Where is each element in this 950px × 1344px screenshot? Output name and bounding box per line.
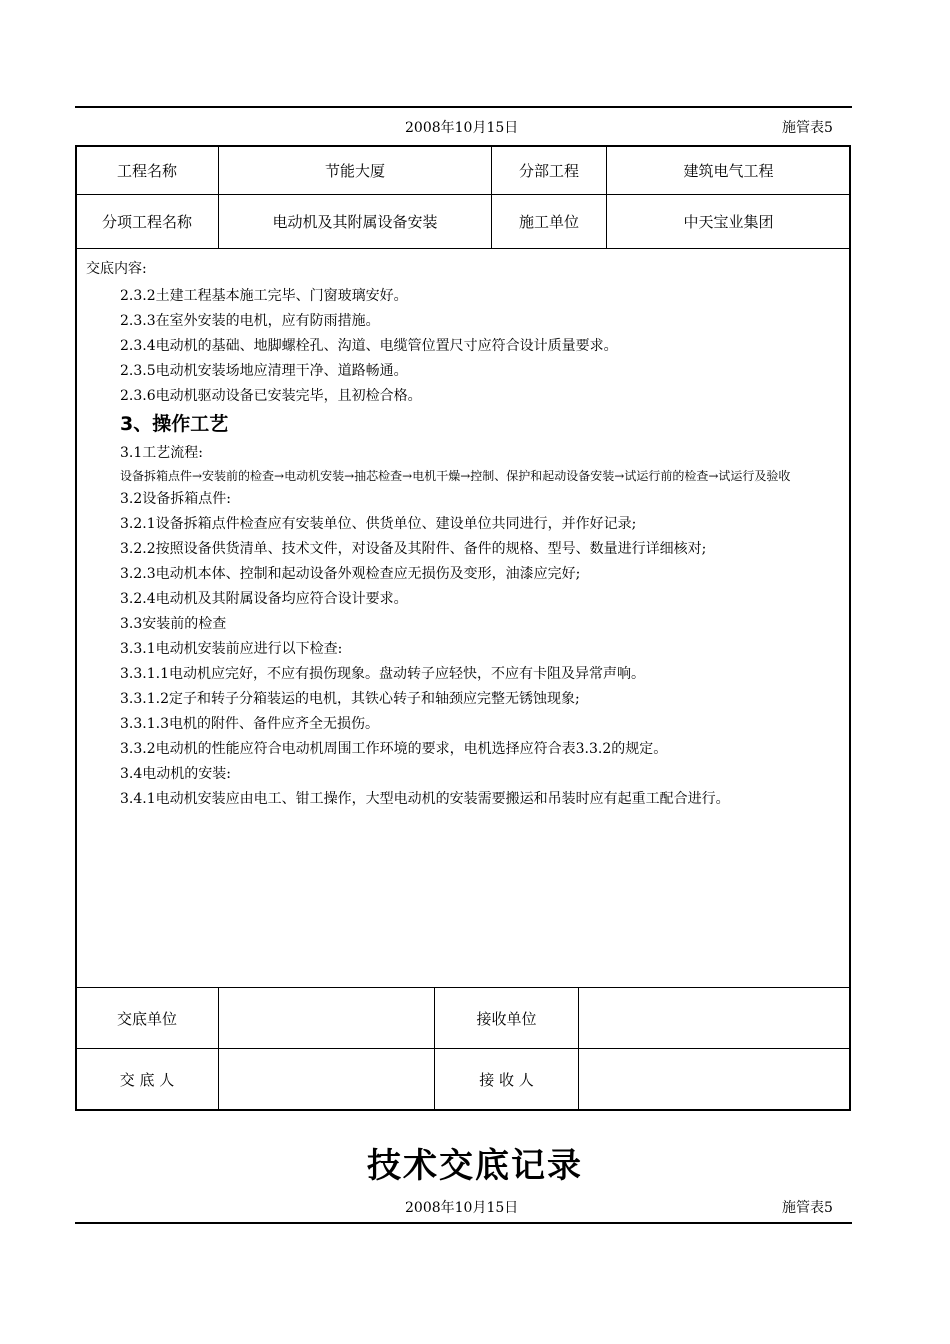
document-title: 技术交底记录 [367, 1146, 583, 1186]
briefing-content [84, 258, 849, 812]
footer-date: 2008年10月15日 [405, 1200, 519, 1216]
bottom-rule [75, 1222, 852, 1224]
section-title: 3、操作工艺 [120, 413, 229, 435]
info-table-bottom [76, 248, 850, 249]
header-form-number: 施管表5 [782, 120, 833, 136]
content-line: 3.4电动机的安装: [120, 766, 231, 782]
header-date: 2008年10月15日 [405, 120, 519, 136]
issuer-person-field[interactable] [219, 1049, 434, 1109]
top-rule [75, 106, 852, 108]
receiver-unit-field[interactable] [579, 988, 850, 1048]
division-label: 分部工程 [518, 161, 579, 180]
content-line: 3.2.4电动机及其附属设备均应符合设计要求。 [120, 591, 408, 607]
content-line: 3.3.1.3电机的附件、备件应齐全无损伤。 [120, 716, 379, 732]
content-line: 3.3.1.1电动机应完好，不应有损伤现象。盘动转子应轻快，不应有卡阻及异常声响。 [120, 666, 645, 682]
content-line: 3.4.1电动机安装应由电工、钳工操作，大型电动机的安装需要搬运和吊装时应有起重工配合进行。 [120, 791, 730, 807]
content-line: 3.2.2按照设备供货清单、技术文件，对设备及其附件、备件的规格、型号、数量进行详细核对; [120, 541, 707, 557]
contractor-label: 施工单位 [518, 213, 579, 231]
content-line: 3.3.2电动机的性能应符合电动机周围工作环境的要求，电机选择应符合表3.3.2的规定。 [120, 741, 668, 757]
contractor-value: 中天宝业集团 [683, 213, 774, 231]
content-line: 2.3.4电动机的基础、地脚螺栓孔、沟道、电缆管位置尺寸应符合设计质量要求。 [120, 338, 618, 354]
content-label: 交底内容: [86, 261, 147, 277]
content-line: 3.2.3电动机本体、控制和起动设备外观检查应无损伤及变形，油漆应完好; [120, 566, 581, 582]
content-line: 3.3.1.2定子和转子分箱装运的电机，其铁心转子和轴颈应完整无锈蚀现象; [120, 691, 580, 707]
receiver-person-field[interactable] [579, 1049, 850, 1109]
issuer-unit-field[interactable] [219, 988, 434, 1048]
content-line: 2.3.5电动机安装场地应清理干净、道路畅通。 [120, 363, 408, 379]
sub-project-label: 分项工程名称 [101, 213, 192, 231]
project-name-value: 节能大厦 [324, 161, 385, 180]
sub-project-value: 电动机及其附属设备安装 [272, 213, 438, 231]
footer-form-number: 施管表5 [782, 1200, 833, 1216]
process-flow: 设备拆箱点件→安装前的检查→电动机安装→抽芯检查→电机干燥→控制、保护和起动设备安装→试运行前的检查→试运行及验收 [120, 469, 791, 483]
content-line: 3.2设备拆箱点件: [120, 491, 231, 507]
division-value: 建筑电气工程 [683, 161, 774, 180]
content-line: 3.3安装前的检查 [120, 616, 227, 632]
issuer-unit-label: 交底单位 [116, 1009, 177, 1028]
project-name-label: 工程名称 [116, 161, 177, 180]
receiver-person-label: 接 收 人 [479, 1070, 534, 1089]
content-line: 2.3.2土建工程基本施工完毕、门窗玻璃安好。 [120, 288, 408, 304]
content-line: 3.3.1电动机安装前应进行以下检查: [120, 641, 343, 657]
content-line: 2.3.3在室外安装的电机，应有防雨措施。 [120, 313, 380, 329]
receiver-unit-label: 接收单位 [476, 1009, 537, 1028]
process-label: 3.1工艺流程: [120, 445, 203, 461]
content-line: 2.3.6电动机驱动设备已安装完毕，且初检合格。 [120, 388, 422, 404]
issuer-person-label: 交 底 人 [119, 1070, 175, 1089]
content-line: 3.2.1设备拆箱点件检查应有安装单位、供货单位、建设单位共同进行，并作好记录; [120, 516, 637, 532]
